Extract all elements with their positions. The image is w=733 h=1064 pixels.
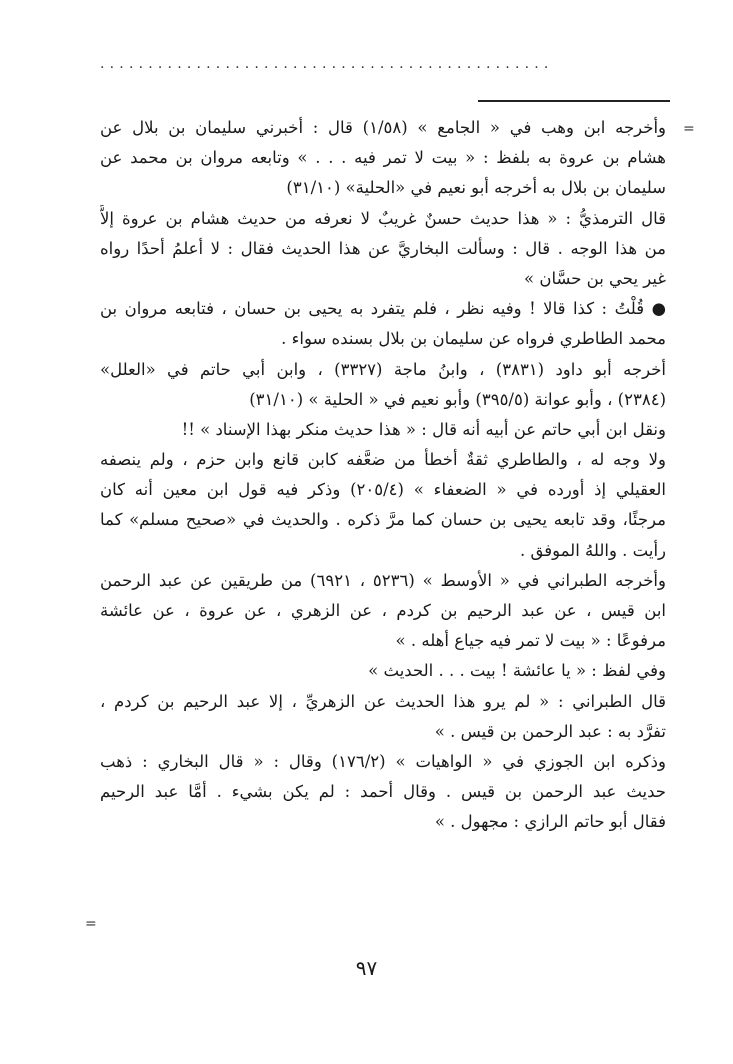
text-line: سليمان بن بلال به أخرجه أبو نعيم في «الحلية» (٣١/١٠): [286, 178, 666, 198]
text-line: تفرَّد به : عبد الرحمن بن قيس . »: [434, 721, 666, 741]
header-rule: [478, 100, 670, 102]
text-line: هشام بن عروة به بلفظ : « بيت لا تمر فيه . . . » وتابعه مروان بن محمد عن: [100, 148, 666, 168]
text-line: قال الترمذيُّ : « هذا حديث حسنٌ غريبٌ لا نعرفه من حديث هشام بن عروة إلاَّ: [100, 208, 666, 228]
text-line: مرفوعًا : « بيت لا تمر فيه جياع أهله . »: [395, 631, 666, 651]
body-text: [100, 113, 666, 838]
text-line: وأخرجه الطبراني في « الأوسط » (٥٢٣٦ ، ٦٩٢١) من طريقين عن عبد الرحمن: [100, 570, 666, 590]
text-line: وأخرجه ابن وهب في « الجامع » (١/٥٨) قال : أخبرني سليمان بن بلال عن: [100, 118, 666, 137]
text-line: قال الطبراني : « لم يرو هذا الحديث عن الزهريِّ ، إلا عبد الرحيم بن كردم ،: [100, 691, 666, 711]
page-number: ٩٧: [355, 956, 378, 980]
text-line: (٢٣٨٤) ، وأبو عوانة (٣٩٥/٥) وأبو نعيم في « الحلية » (٣١/١٠): [249, 389, 666, 409]
text-line: أخرجه أبو داود (٣٨٣١) ، وابنُ ماجة (٣٣٢٧) ، وابن أبي حاتم في «العلل»: [100, 359, 666, 379]
text-line: ابن قيس ، عن عبد الرحيم بن كردم ، عن الزهري ، عن عروة ، عن عائشة: [100, 601, 666, 620]
text-line: وفي لفظ : « يا عائشة ! بيت . . . الحديث »: [368, 661, 666, 681]
margin-mark-top: =: [683, 121, 695, 137]
text-line: فقال أبو حاتم الرازي : مجهول . »: [434, 812, 666, 832]
text-line: ولا وجه له ، والطاطري ثقةٌ أخطأ من ضعَّفه كابن قانع وابن حزم ، ولم ينصفه: [100, 450, 666, 470]
margin-mark-bottom: =: [85, 916, 97, 932]
text-line: وذكره ابن الجوزي في « الواهيات » (١٧٦/٢) وقال : « قال البخاري : ذهب: [100, 751, 666, 771]
text-line: ● قُلْتُ : كذا قالا ! وفيه نظر ، فلم يتفرد به يحيى بن حسان ، فتابعه مروان بن: [100, 299, 666, 319]
text-line: رأيت . واللهُ الموفق .: [519, 540, 666, 560]
text-line: من هذا الوجه . قال : وسألت البخاريَّ عن هذا الحديث فقال : لا أعلمُ أحدًا رواه: [100, 238, 666, 258]
text-line: العقيلي إذ أورده في « الضعفاء » (٢٠٥/٤) وذكر فيه قول ابن معين أنه كان: [100, 480, 666, 500]
text-line: مرجئًا، وقد تابعه يحيى بن حسان كما مرَّ ذكره . والحديث في «صحيح مسلم» كما: [100, 510, 666, 530]
text-line: محمد الطاطري فرواه عن سليمان بن بلال بسنده سواء .: [281, 329, 666, 349]
text-line: حديث عبد الرحمن بن قيس . وقال أحمد : لم يكن بشيء . أمَّا عبد الرحيم: [100, 782, 666, 802]
text-line: غير يحي بن حسَّان »: [524, 268, 666, 288]
header-dotted-line: ...............................................: [100, 56, 554, 72]
text-line: ونقل ابن أبي حاتم عن أبيه أنه قال : « هذا حديث منكر بهذا الإسناد » !!: [181, 419, 666, 439]
